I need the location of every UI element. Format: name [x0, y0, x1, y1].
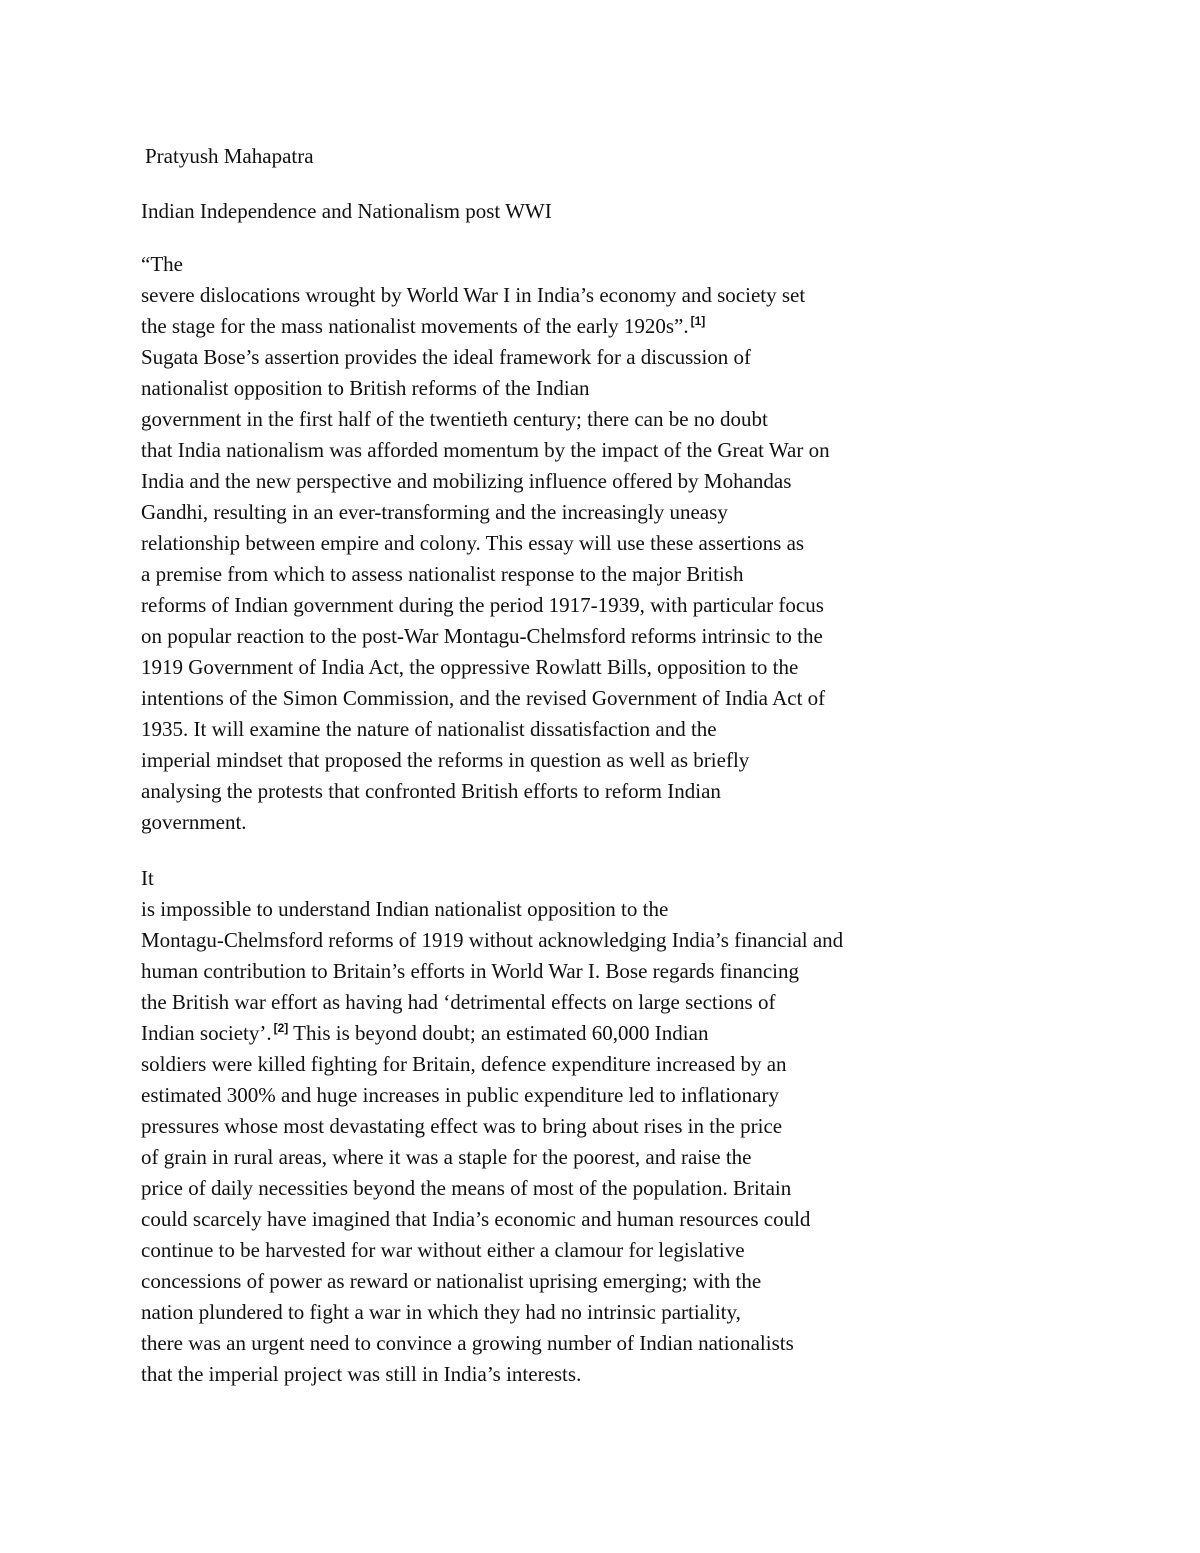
paragraph-line: that the imperial project was still in India’s interests. — [141, 1362, 582, 1386]
paragraph-line: 1935. It will examine the nature of nationalist dissatisfaction and the — [141, 717, 717, 741]
paragraph-line: on popular reaction to the post-War Montagu-Chelmsford reforms intrinsic to the — [141, 624, 823, 648]
paragraph-line: It — [141, 866, 154, 890]
paragraph-line: analysing the protests that confronted British efforts to reform Indian — [141, 779, 721, 803]
paragraph-line: relationship between empire and colony. This essay will use these assertions as — [141, 531, 805, 555]
paragraph-line: reforms of Indian government during the period 1917-1939, with particular focus — [141, 593, 824, 617]
paragraph-line: “The — [141, 252, 183, 276]
paragraph-line: Montagu-Chelmsford reforms of 1919 without acknowledging India’s financial and — [141, 928, 844, 952]
author-name: Pratyush Mahapatra — [145, 144, 314, 168]
paragraph-line: estimated 300% and huge increases in public expenditure led to inflationary — [141, 1083, 779, 1107]
paragraph-line: pressures whose most devastating effect was to bring about rises in the price — [141, 1114, 783, 1138]
paragraph-line: the British war effort as having had ‘detrimental effects on large sections of — [141, 990, 776, 1014]
paragraph-line: of grain in rural areas, where it was a staple for the poorest, and raise the — [141, 1145, 752, 1169]
line-text: Indian society’. — [141, 1021, 272, 1045]
paragraph-line: imperial mindset that proposed the reforms in question as well as briefly — [141, 748, 750, 772]
paragraph-line: India and the new perspective and mobilizing influence offered by Mohandas — [141, 469, 792, 493]
paragraph-line: intentions of the Simon Commission, and the revised Government of India Act of — [141, 686, 826, 710]
paragraph-line: severe dislocations wrought by World War I in India’s economy and society set — [141, 283, 806, 307]
footnote-link-1[interactable]: [1] — [690, 314, 706, 328]
paragraph-line: is impossible to understand Indian nationalist opposition to the — [141, 897, 669, 921]
line-text: This is beyond doubt; an estimated 60,000 Indian — [288, 1021, 709, 1045]
paragraph-line: human contribution to Britain’s efforts in World War I. Bose regards financing — [141, 959, 799, 983]
paragraph-line: a premise from which to assess nationalist response to the major British — [141, 562, 744, 586]
document-title: Indian Independence and Nationalism post WWI — [141, 199, 552, 223]
line-text: the stage for the mass nationalist movements of the early 1920s”. — [141, 314, 689, 338]
paragraph-line: continue to be harvested for war without either a clamour for legislative — [141, 1238, 745, 1262]
paragraph-line: 1919 Government of India Act, the oppressive Rowlatt Bills, opposition to the — [141, 655, 799, 679]
paragraph-line: Gandhi, resulting in an ever-transforming and the increasingly uneasy — [141, 500, 728, 524]
paragraph-line: Sugata Bose’s assertion provides the ideal framework for a discussion of — [141, 345, 752, 369]
paragraph-line: government. — [141, 810, 247, 834]
paragraph-line — [141, 313, 705, 339]
footnote-link-2[interactable]: [2] — [273, 1021, 289, 1035]
paragraph-line: that India nationalism was afforded momentum by the impact of the Great War on — [141, 438, 830, 462]
paragraph-line: could scarcely have imagined that India’s economic and human resources could — [141, 1207, 811, 1231]
paragraph-line: soldiers were killed fighting for Britain, defence expenditure increased by an — [141, 1052, 787, 1076]
paragraph-line: there was an urgent need to convince a growing number of Indian nationalists — [141, 1331, 794, 1355]
paragraph-line: nationalist opposition to British reforms of the Indian — [141, 376, 590, 400]
paragraph-line: concessions of power as reward or nationalist uprising emerging; with the — [141, 1269, 762, 1293]
paragraph-line: government in the first half of the twentieth century; there can be no doubt — [141, 407, 768, 431]
paragraph-line: price of daily necessities beyond the means of most of the population. Britain — [141, 1176, 792, 1200]
paragraph-line: nation plundered to fight a war in which they had no intrinsic partiality, — [141, 1300, 741, 1324]
paragraph-line — [141, 1020, 708, 1046]
